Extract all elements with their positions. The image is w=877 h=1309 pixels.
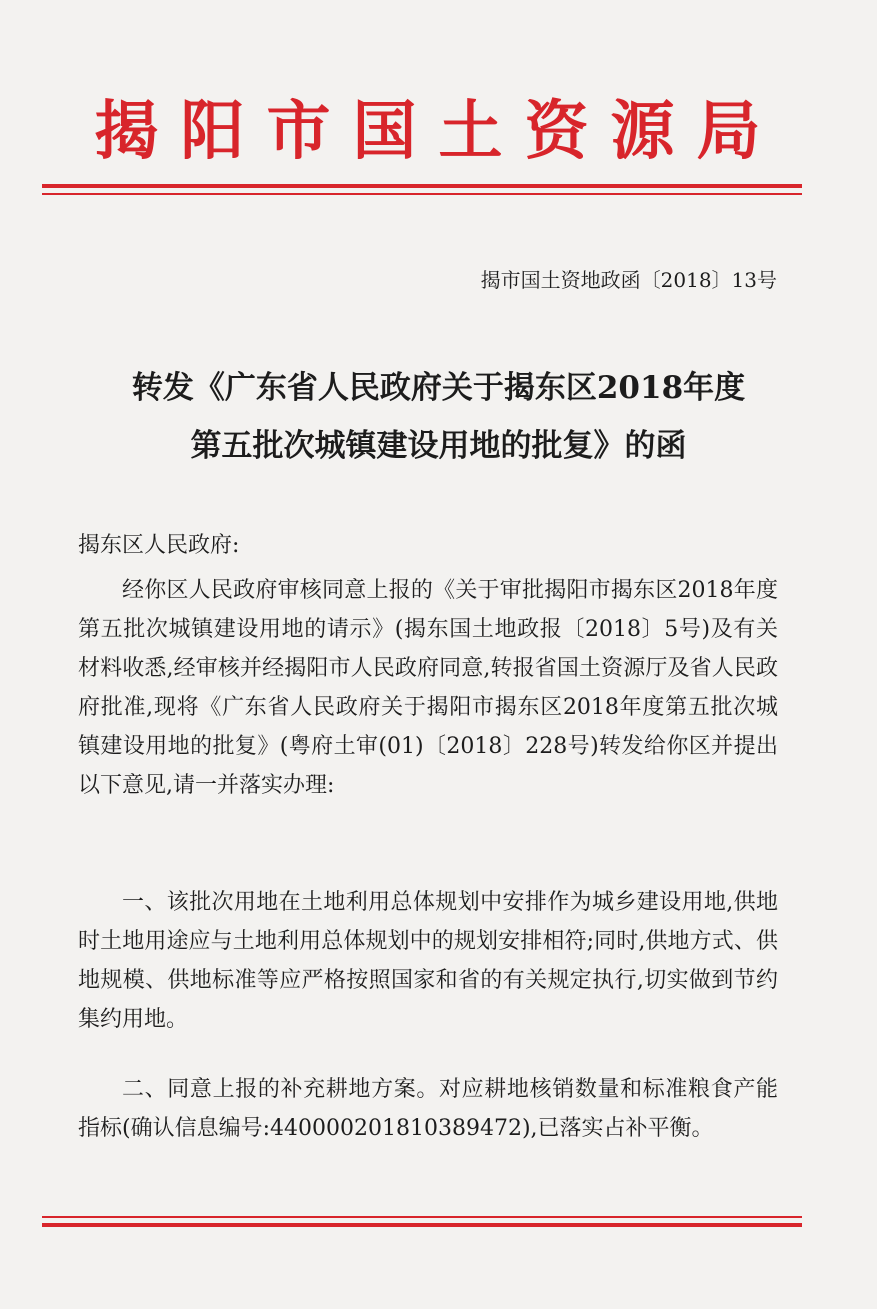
document-number: 揭市国土资地政函〔2018〕13号 [480, 268, 777, 292]
footer-red-rule-thin [42, 1216, 802, 1218]
document-title-line-2: 第五批次城镇建设用地的批复》的函 [190, 428, 687, 464]
body-paragraph-3: 二、同意上报的补充耕地方案。对应耕地核销数量和标准粮食产能指标(确认信息编号:440000201810389472),已落实占补平衡。 [78, 1077, 778, 1141]
header-red-rule-thin [42, 193, 802, 195]
body-paragraph-2: 一、该批次用地在土地利用总体规划中安排作为城乡建设用地,供地时土地用途应与土地利用总体规划中的规划安排相符;同时,供地方式、供地规模、供地标准等应严格按照国家和省的有关规定执行,切实做到节约集约用地。 [78, 890, 778, 1032]
document-title-line-1: 转发《广东省人民政府关于揭东区2018年度 [131, 370, 746, 406]
header-red-rule-thick [42, 184, 802, 188]
body-paragraph-1: 经你区人民政府审核同意上报的《关于审批揭阳市揭东区2018年度第五批次城镇建设用地的请示》(揭东国土地政报〔2018〕5号)及有关材料收悉,经审核并经揭阳市人民政府同意,转报省国土资源厅及省人民政府批准,现将《广东省人民政府关于揭阳市揭东区2018年度第五批次城镇建设用地的批复》(粤府土审(01)〔2018〕228号)转发给你区并提出以下意见,请一并落实办理: [78, 578, 778, 798]
salutation: 揭东区人民政府: [78, 533, 240, 558]
agency-header: 揭阳市国土资源局 [94, 94, 783, 169]
footer-red-rule-thick [42, 1223, 802, 1227]
